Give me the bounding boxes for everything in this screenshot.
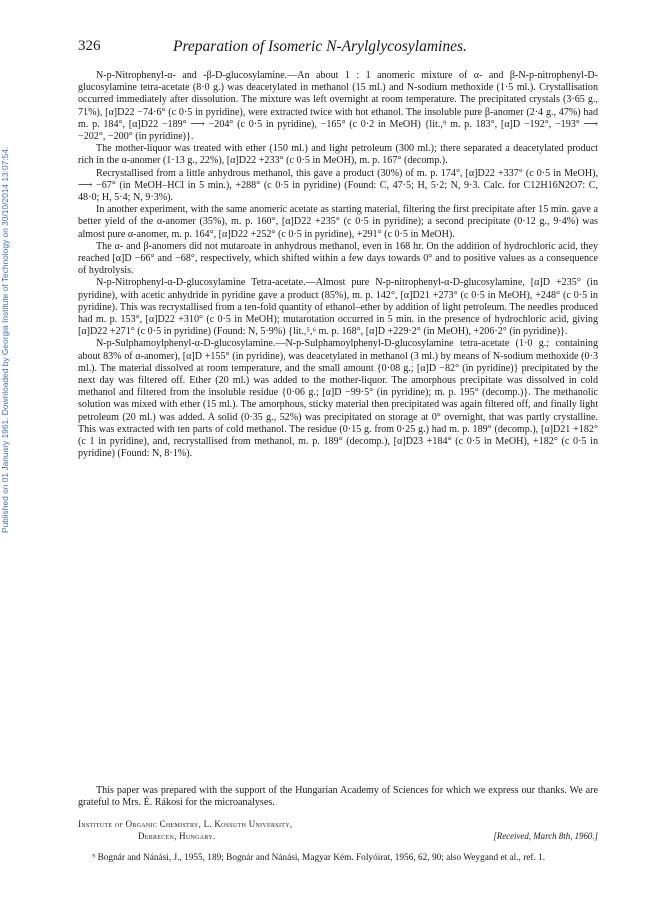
paragraph-mutarotation: The α- and β-anomers did not mutaroate in anhydrous methanol, even in 168 hr. On the addition of hydrochloric acid, they reached [α]D −66° and −68°, respectively, which shifted within a few days towards 0° and to positive values as a consequence of hydrolysis. [78,240,598,277]
received-date: [Received, March 8th, 1960.] [493,830,598,841]
footnote [78,853,598,865]
acknowledgement-text: This paper was prepared with the support of the Hungarian Academy of Sciences for which we express our thanks. We are grateful to Mrs. É. Rákosi for the microanalyses. [78,785,598,809]
footnote-text: ⁹ Bognár and Nánási, J., 1955, 189; Bognár and Nánási, Magyar Kém. Folyóirat, 1956, 62, 90; also Weygand et al., ref. 1. [92,853,546,863]
page-number: 326 [78,38,101,54]
paragraph-mother-liquor: The mother-liquor was treated with ether (150 ml.) and light petroleum (300 ml.); there separated a deacetylated product rich in the α-anomer (1·13 g., 22%), [α]D22 +233° (c 0·5 in MeOH), m. p. 167° (decomp.). [78,143,598,167]
running-title: Preparation of Isomeric N-Arylglycosylamines. [173,38,467,55]
paragraph-nitrophenyl-anomers: N-p-Nitrophenyl-α- and -β-D-glucosylamine.—An about 1 : 1 anomeric mixture of α- and β-N-p-nitrophenyl-D-glucosylamine tetra-acetate (8·0 g.) was deacetylated in methanol (15 ml.) and N-sodium methoxide (1·5 ml.). Crystallisation occurred immediately after dissolution. The mixture was left overnight at room temperature. The precipitated crystals (3·65 g., 71%), [α]D22 −74·6° (c 0·5 in pyridine), were extracted twice with hot ethanol. The insoluble pure β-anomer (2·4 g., 47%) had m. p. 184°, [α]D22 −189° ⟶ −204° (c 0·5 in pyridine), −165° (c 0·2 in MeOH) {lit.,⁹ m. p. 183°, [α]D −192°, −193° ⟶ −202°, −200° (in pyridine)}. [78,70,598,143]
experimental-section [78,70,598,461]
download-provenance-note: Published on 01 January 1961. Downloaded by Georgia Institute of Technology on 30/10/2014 13:07:54. [0,146,10,534]
paragraph-recrystallised: Recrystallised from a little anhydrous methanol, this gave a product (30%) of m. p. 174°, [α]D22 +337° (c 0·5 in MeOH), ⟶ −67° (in MeOH–HCl in 5 min.), +288° (c 0·5 in pyridine) (Found: C, 47·5; H, 5·2; N, 9·3. Calc. for C12H16N2O7: C, 48·0; H, 5·4; N, 9·3%). [78,167,598,204]
acknowledgement [78,785,598,809]
affiliation-block [78,819,598,842]
paragraph-sulphamoylphenyl: N-p-Sulphamoylphenyl-α-D-glucosylamine.—N-p-Sulphamoylphenyl-D-glucosylamine tetra-acetate (1·0 g.; containing about 83% of α-anomer), [α]D +155° (in pyridine), was deacetylated in methanol (3 ml.) by means of N-sodium methoxide (0·3 ml.). The material dissolved at room temperature, and the small amount {0·08 g.; [α]D −82° (in pyridine)} precipitated by the next day was filtered off. Ether (20 ml.) was added to the mother-liquor. The amorphous precipitate was dissolved in cold methanol and filtered from the insoluble residue {0·06 g.; [α]D −99·5° (in pyridine); m. p. 195° (decomp.)}. The methanolic solution was mixed with ether (15 ml.). The amorphous, sticky material then precipitated was again filtered off, and finally light petroleum (20 ml.) was added. A solid (0·35 g., 52%) was precipitated on storage at 0° overnight, that was partly crystalline. This was extracted with ten parts of cold methanol. The residue (0·15 g. from 0·25 g.) had m. p. 189° (decomp.), [α]D21 +182° (c 1 in pyridine), and, recrystallised from methanol, m. p. 189° (decomp.), [α]D23 +184° (c 0·5 in MeOH), +182° (c 0·5 in pyridine) (Found: N, 8·1%). [78,338,598,460]
paragraph-tetra-acetate: N-p-Nitrophenyl-α-D-glucosylamine Tetra-acetate.—Almost pure N-p-nitrophenyl-α-D-glucosylamine, [α]D +235° (in pyridine), with acetic anhydride in pyridine gave a product (85%), m. p. 142°, [α]D21 +273° (c 0·5 in MeOH), +248° (c 0·5 in pyridine). This was recrystallised from a ten-fold quantity of ethanol–ether by addition of light petroleum. The needles produced had m. p. 153°, [α]D22 +310° (c 0·5 in MeOH); mutarotation occurred in 5 min. in the presence of hydrochloric acid, giving [α]D22 +271° (c 0·5 in pyridine) (Found: N, 5·9%) {lit.,⁵,⁶ m. p. 168°, [α]D +229·2° (in MeOH), +206·2° (in pyridine)}. [78,277,598,338]
institute-name: Institute of Organic Chemistry, L. Kossuth University, [78,819,293,829]
paragraph-another-experiment: In another experiment, with the same anomeric acetate as starting material, filtering the first precipitate after 15 min. gave a better yield of the α-anomer (35%), m. p. 160°, [α]D22 +235° (c 0·5 in pyridine); a second precipitate (0·12 g., 9·4%) was almost pure α-anomer, m. p. 164°, [α]D22 +252° (c 0·5 in pyridine), +291° (c 0·5 in MeOH). [78,204,598,240]
institute-city: Debrecen, Hungary. [138,830,216,841]
page-header [78,38,598,60]
